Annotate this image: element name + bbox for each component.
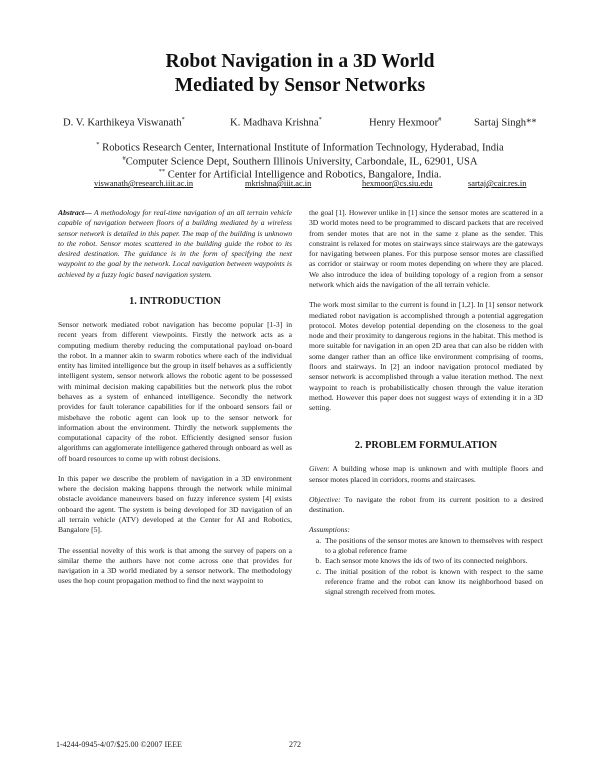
affiliation-text: Robotics Research Center, International Institute of Information Technology, Hyderabad, India [102, 142, 504, 154]
author-name: Sartaj Singh** [474, 117, 537, 129]
abstract-label: Abstract— [58, 208, 92, 217]
author-name: Henry Hexmoor [369, 117, 439, 129]
section-heading-problem-formulation: 2. PROBLEM FORMULATION [354, 440, 498, 452]
email-link[interactable]: hexmoor@cs.siu.edu [362, 179, 433, 188]
email-link[interactable]: sartaj@cair.res.in [468, 179, 527, 188]
author-1 [63, 113, 185, 130]
author-name: D. V. Karthikeya Viswanath [63, 117, 182, 129]
given-text: : A building whose map is unknown and with multiple floors and sensor motes placed in corridors, rooms and staircases. [309, 464, 543, 484]
assumptions-list [309, 536, 543, 598]
left-column [58, 208, 292, 587]
author-mark: * [181, 116, 185, 123]
paragraph: The essential novelty of this work is that among the survey of papers on a similar theme the authors have not come across one that provides for navigation in a 3D world mediated by a sensor network. The methodology uses the hop count propagation method to find the next waypoint to [58, 545, 292, 586]
paragraph: the goal [1]. However unlike in [1] since the sensor motes are scattered in a 3D world motes need to be programmed to discard packets that are received from sender motes that are not in the same z plane as the sender. This constraint is relaxed for motes on stairways since stairways are the gateways for navigating between planes. For this purpose sensor motes are classified as corridor or stairway or room motes depending on where they are placed. We also introduce the idea of building topology of a region from a sensor network which aids the navigation of the all terrain vehicle. [309, 208, 543, 289]
author-4 [474, 113, 537, 130]
affiliation-text: Computer Science Dept, Southern Illinois University, Carbondale, IL, 62901, USA [125, 156, 478, 168]
affiliation-mark: # [122, 155, 126, 162]
paragraph: In this paper we describe the problem of navigation in a 3D environment where the decision making happens through the network while minimal obstacle avoidance maneuvers based on fuzzy inference system [4] exists onboard the agent. The system is being developed for 3D navigation of an all terrain vehicle (ATV) developed at the Center for AI and Robotics, Bangalore [5]. [58, 473, 292, 535]
section-heading-introduction: 1. INTRODUCTION [129, 295, 221, 307]
objective-text: To navigate the robot from its current position to a desired destination. [309, 494, 543, 515]
paragraph: The work most similar to the current is found in [1,2]. In [1] sensor network mediated robot navigation is accomplished through a potential aggregation protocol. Motes develop potential depending on the closeness to the goal node and their proximity to dangerous regions in the habitat. This method is more suitable for navigation in an open 2D area that can also be ridden with some danger rather than an office like environment comprising of rooms, floors and stairways. In [2] an indoor navigation protocol mediated by sensor network is accomplished through a value iteration method. The next waypoint to reach is probabilistically chosen through the value iteration method. However this paper does not suggest ways of extending it in a 3D setting. [309, 300, 543, 413]
abstract [58, 208, 292, 280]
objective-paragraph [309, 495, 543, 516]
author-2 [230, 113, 322, 130]
author-mark: # [438, 116, 442, 123]
copyright-notice: 1-4244-0945-4/07/$25.00 ©2007 IEEE [56, 740, 182, 749]
list-item: a. The positions of the sensor motes are known to themselves with respect to a global reference frame [323, 536, 543, 557]
right-column [309, 208, 543, 597]
list-item: b. Each sensor mote knows the ids of two of its connected neighbors. [323, 556, 543, 566]
list-item: c. The initial position of the robot is known with respect to the same reference frame and the robot can know its neighborhood based on signal strength received from motes. [323, 567, 543, 598]
email-link[interactable]: viswanath@research.iiit.ac.in [94, 179, 194, 188]
paragraph: Sensor network mediated robot navigation has become popular [1-3] in recent years from different viewpoints. Firstly the network acts as a computing medium thereby reducing the computational payload on-board the robot. In a manner akin to swarm robotics where each of the individual entity has limited intelligence but the group in itself behaves as a sufficiently intelligent system, sensor network allows the robotic agent to be possessed with minimal decision making capabilities but the network plus the robot behaves as a system of enhanced intelligence. Secondly the network provides for fault tolerance capabilities for if the onboard sensors fail or misbehave the robotic agent can look up to the sensor network for information about the environment. Thirdly the network supplements the computational capacity of the robot. Efficiently designed sensor fusion algorithms can agglomerate intelligence gathered through onboard as well as off board resources to come up with robust decisions. [58, 319, 292, 463]
assumptions-label-text: Assumptions: [309, 525, 350, 535]
affiliation-mark: * [96, 141, 100, 148]
given-label: Given [309, 464, 328, 474]
page-number: 272 [289, 740, 301, 749]
email-link[interactable]: mkrishna@iiit.ac.in [245, 179, 312, 188]
affiliation-mark: ** [158, 168, 166, 175]
affiliation-text: Center for Artificial Intelligence and Robotics, Bangalore, India. [167, 169, 442, 181]
author-3 [369, 113, 441, 130]
abstract-text: A methodology for real-time navigation of an all terrain vehicle capable of navigation between floors of a building mediated by a wireless sensor network is detailed in this paper. The map of the building is unknown to the robot. Sensor motes scattered in the building guide the robot to its desired destination. The guidance is in the form of specifying the next waypoint to the goal by the network. Local navigation between waypoints is achieved by a fuzzy logic based navigation system. [58, 208, 292, 279]
author-mark: * [318, 116, 322, 123]
title-line-1: Robot Navigation in a 3D World [165, 51, 435, 72]
title-line-2: Mediated by Sensor Networks [174, 75, 426, 96]
objective-label: Objective: [309, 494, 341, 504]
assumptions-label [309, 525, 543, 535]
paper-title [0, 50, 600, 98]
given-paragraph [309, 464, 543, 485]
author-name: K. Madhava Krishna [230, 117, 319, 129]
